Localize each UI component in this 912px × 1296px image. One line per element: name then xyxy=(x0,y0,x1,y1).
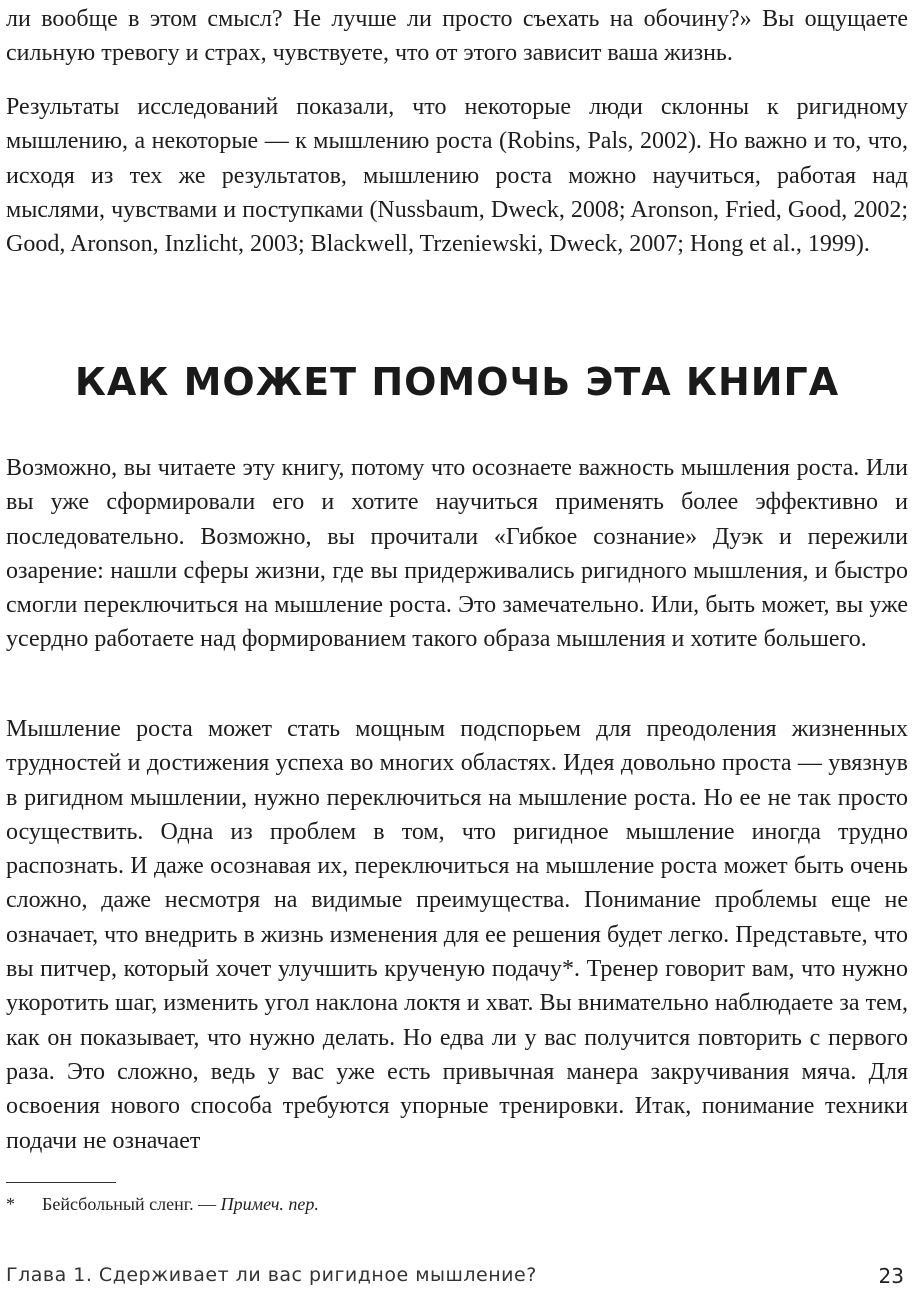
footnote-text: Бейсбольный сленг. — xyxy=(42,1194,221,1214)
footnote-divider xyxy=(6,1182,116,1183)
body-paragraph-research: Результаты исследований показали, что некоторые люди склонны к ригидному мышлению, а некоторые — к мышлению роста (Robins, Pals, 2002). Но важно и то, что, исходя из тех же результатов, мышлению роста можно научиться, работая над мыслями, чувствами и поступками (Nussbaum, Dweck, 2008; Aronson, Fried, Good, 2002; Good, Aronson, Inzlicht, 2003; Blackwell, Trzeniewski, Dweck, 2007; Hong et al., 1999). xyxy=(6,94,908,258)
book-page xyxy=(6,0,908,1296)
body-paragraph-continued: ли вообще в этом смысл? Не лучше ли просто съехать на обочину?» Вы ощущаете сильную тревогу и страх, чувствуете, что от этого зависит ваша жизнь. xyxy=(6,6,908,67)
body-paragraph-growth: Мышление роста может стать мощным подспорьем для преодоления жизненных трудностей и достижения успеха во многих областях. Идея довольно проста — увязнув в ригидном мышлении, нужно переключиться на мышление роста. Но ее не так просто осуществить. Одна из проблем в том, что ригидное мышление иногда трудно распознать. И даже осознавая их, переключиться на мышление роста может быть очень сложно, даже несмотря на видимые преимущества. Понимание проблемы еще не означает, что внедрить в жизнь изменения для ее решения будет легко. Представьте, что вы питчер, который хочет улучшить крученую подачу*. Тренер говорит вам, что нужно укоротить шаг, изменить угол наклона локтя и хват. Вы внимательно наблюдаете за тем, как он показывает, что нужно делать. Но едва ли у вас получится повторить с первого раза. Это сложно, ведь у вас уже есть привычная манера закручивания мяча. Для освоения нового способа требуются упорные тренировки. Итак, понимание техники подачи не означает xyxy=(6,716,908,1154)
body-paragraph-intro: Возможно, вы читаете эту книгу, потому что осознаете важность мышления роста. Или вы уже сформировали его и хотите научиться применять более эффективно и последовательно. Возможно, вы прочитали «Гибкое сознание» Дуэк и пережили озарение: нашли сферы жизни, где вы придерживались ригидного мышления, и быстро смогли переключиться на мышление роста. Это замечательно. Или, быть может, вы уже усердно работаете над формированием такого образа мышления и хотите большего. xyxy=(6,455,908,653)
footnote-translator-note: Примеч. пер. xyxy=(220,1194,319,1214)
footnote xyxy=(6,1193,319,1215)
footnote-marker: * xyxy=(6,1194,15,1214)
page-number: 23 xyxy=(878,1264,904,1288)
running-footer-title: Глава 1. Сдерживает ли вас ригидное мышление? xyxy=(6,1264,537,1286)
section-heading: КАК МОЖЕТ ПОМОЧЬ ЭТА КНИГА xyxy=(74,360,840,404)
